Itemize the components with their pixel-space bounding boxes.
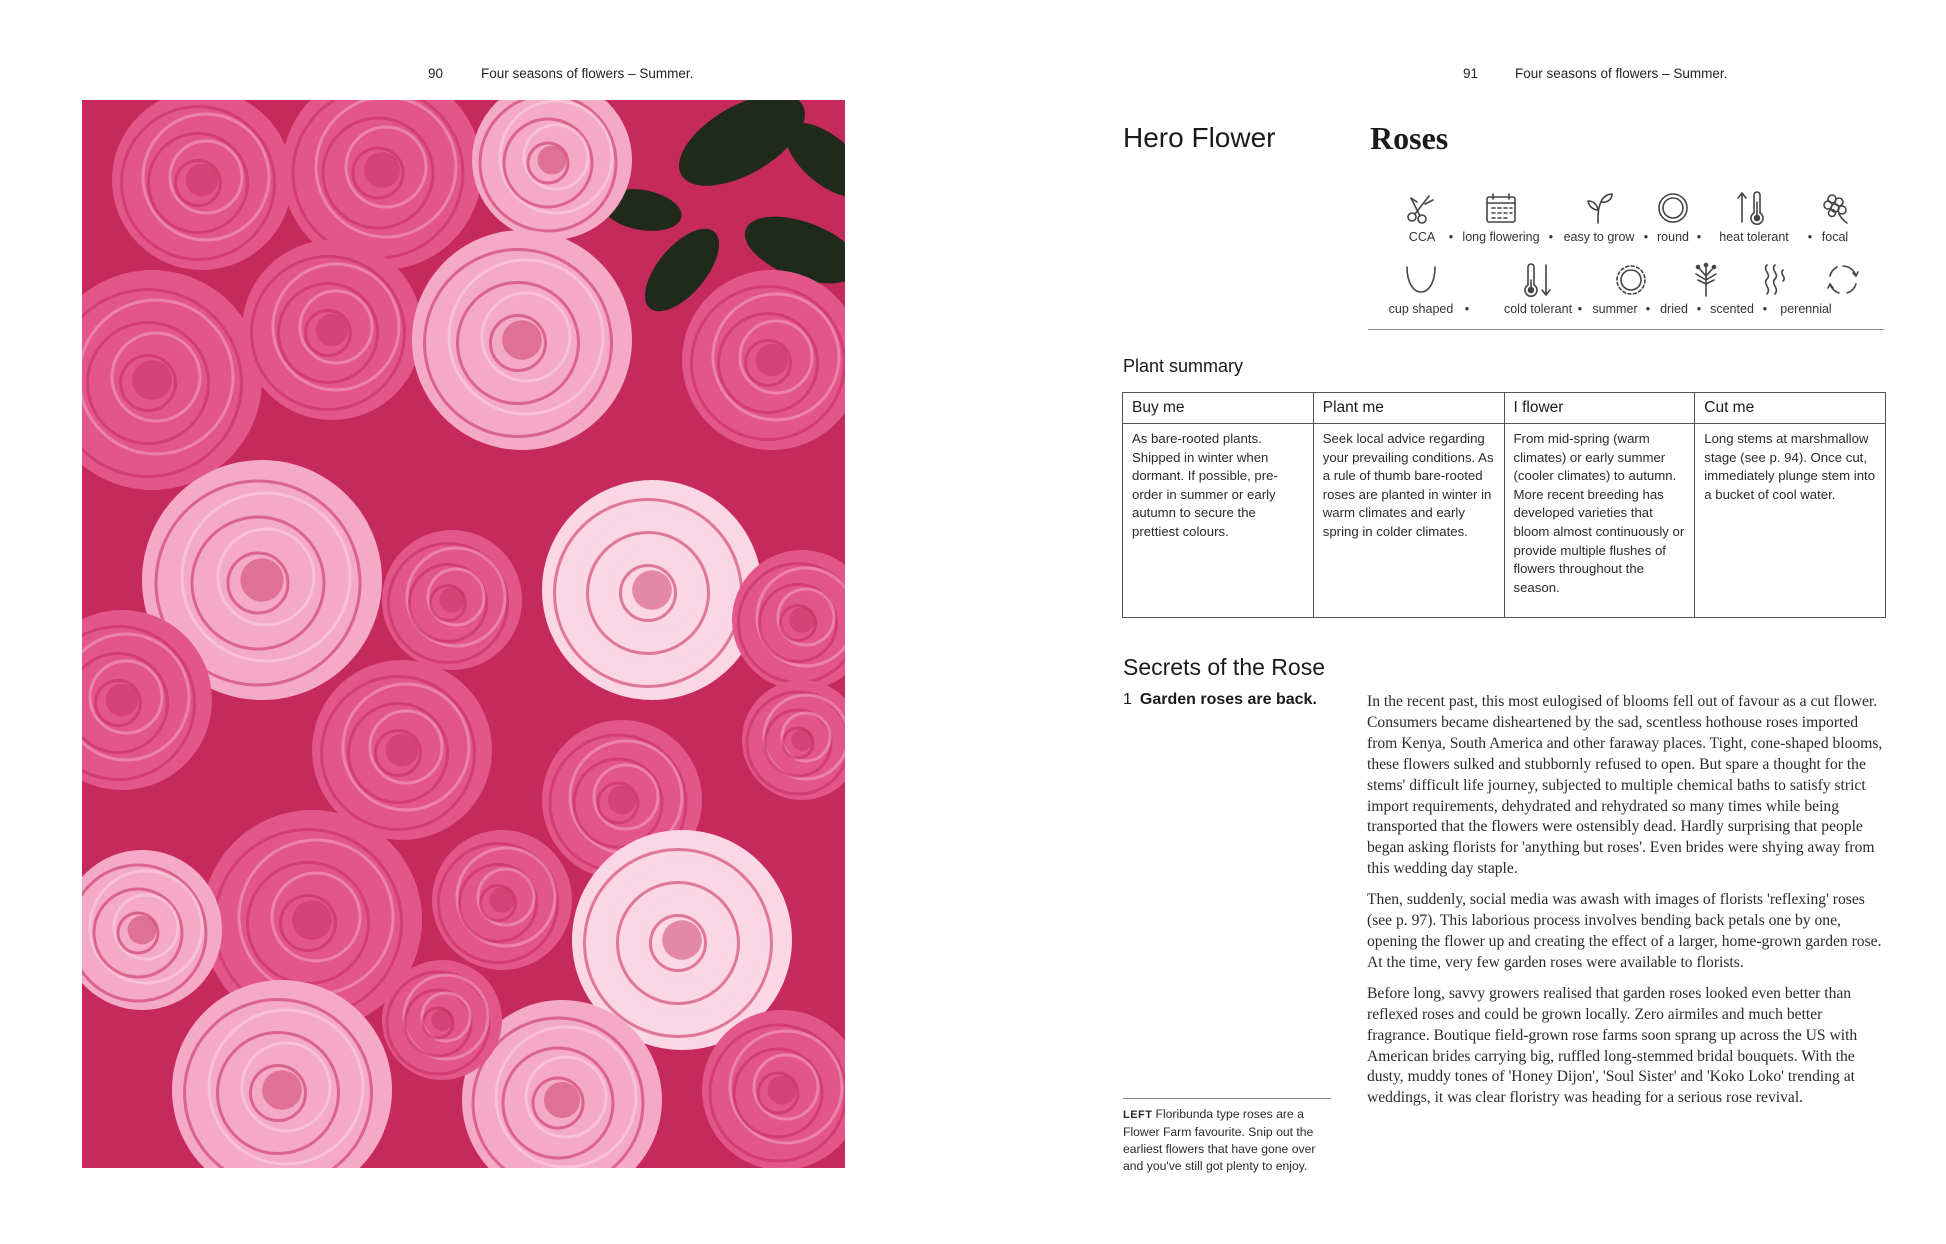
dried-flower-icon	[1688, 262, 1724, 298]
separator-dot: •	[1645, 302, 1651, 316]
cell-cut: Long stems at marshmallow stage (see p. 94). Once cut, immediately plunge stem into a bucket of cool water.	[1695, 424, 1886, 618]
right-chapter-title: Four seasons of flowers – Summer.	[1515, 66, 1728, 81]
rose-photo-illustration	[82, 100, 845, 1168]
caption-lead: LEFT	[1123, 1109, 1153, 1121]
attribute-label: long flowering	[1462, 230, 1540, 244]
separator-dot: •	[1464, 302, 1470, 316]
photo-caption	[1123, 1106, 1333, 1175]
separator-dot: •	[1643, 230, 1649, 244]
scent-waves-icon	[1755, 262, 1791, 298]
cell-buy: As bare-rooted plants. Shipped in winter when dormant. If possible, pre-order in summer or early autumn to secure the prettiest colours.	[1123, 424, 1314, 618]
attribute-label: scented	[1710, 302, 1754, 316]
plant-summary-table	[1122, 392, 1886, 618]
caption-text: Floribunda type roses are a Flower Farm favourite. Snip out the earliest flowers that have gone over and you've still got plenty to enjoy.	[1123, 1107, 1316, 1173]
cup-shape-icon	[1403, 262, 1439, 298]
attribute-row-1	[1370, 190, 1890, 248]
cell-plant: Seek local advice regarding your prevailing conditions. As a rule of thumb bare-rooted roses are planted in winter in warm climates and early spring in colder climates.	[1313, 424, 1504, 618]
secrets-heading: Secrets of the Rose	[1123, 654, 1325, 680]
col-header-buy: Buy me	[1123, 393, 1314, 424]
attribute-label: cold tolerant	[1503, 302, 1573, 316]
separator-dot: •	[1807, 230, 1813, 244]
attribute-labels-row-2	[1370, 302, 1890, 320]
col-header-flower: I flower	[1504, 393, 1695, 424]
attribute-label: perennial	[1780, 302, 1832, 316]
circle-icon	[1655, 190, 1691, 226]
attribute-label: summer	[1592, 302, 1638, 316]
pruning-shears-icon	[1403, 190, 1439, 226]
secret-point	[1123, 691, 1317, 709]
body-paragraph: Before long, savvy growers realised that garden roses looked even better than reflexed roses and could be grown locally. Zero airmiles and much better fragrance. Boutique field-grown rose farms soon sprang up across the US with American brides carrying big, ruffled long-stemmed bridal bouquets. With the dusty, muddy tones of 'Honey Dijon', 'Soul Sister' and 'Koko Loko' trending at weddings, it was clear floristry was heading for a serious rose revival.	[1367, 984, 1858, 1107]
separator-dot: •	[1696, 230, 1702, 244]
separator-dot: •	[1577, 302, 1583, 316]
attribute-labels-row-1	[1370, 230, 1890, 248]
caption-divider	[1123, 1098, 1331, 1099]
left-chapter-title: Four seasons of flowers – Summer.	[481, 66, 694, 81]
rose-photo	[82, 100, 845, 1168]
point-number: 1	[1123, 691, 1132, 708]
plant-summary-heading: Plant summary	[1123, 356, 1244, 376]
point-title: Garden roses are back.	[1139, 691, 1317, 708]
right-page-number: 91	[1463, 66, 1479, 81]
col-header-plant: Plant me	[1313, 393, 1504, 424]
attribute-label: dried	[1660, 302, 1688, 316]
calendar-icon	[1483, 190, 1519, 226]
secrets-body	[1367, 692, 1885, 1119]
attribute-label: cup shaped	[1388, 302, 1454, 316]
section-label: Hero Flower	[1123, 122, 1276, 153]
cycle-icon	[1825, 262, 1861, 298]
attribute-label: round	[1657, 230, 1689, 244]
sun-icon	[1613, 262, 1649, 298]
table-header-row	[1123, 393, 1886, 424]
separator-dot: •	[1548, 230, 1554, 244]
cell-flower: From mid-spring (warm climates) or early summer (cooler climates) to autumn. More recent breeding has developed varieties that bloom almost continuously or provide multiple flushes of flowers throughout the season.	[1504, 424, 1695, 618]
left-page-number: 90	[428, 66, 444, 81]
col-header-cut: Cut me	[1695, 393, 1886, 424]
separator-dot: •	[1762, 302, 1768, 316]
separator-dot: •	[1448, 230, 1454, 244]
attribute-label: easy to grow	[1563, 230, 1635, 244]
table-row	[1123, 424, 1886, 618]
attribute-label: CCA	[1408, 230, 1436, 244]
attribute-label: focal	[1821, 230, 1849, 244]
body-paragraph: In the recent past, this most eulogised of blooms fell out of favour as a cut flower. Consumers became disheartened by the sad, scentless hothouse roses imported from Kenya, South America and other faraway places. Tight, cone-shaped blooms, these flowers sulked and stubbornly refused to open. But spare a thought for the stems' difficult life journey, subjected to multiple chemical baths to satisfy strict import requirements, dehydrated and rehydrated so many times while being transported that the flowers were ostensibly dead. Hardly surprising that people began asking florists for 'anything but roses'. Even brides were shying away from this wedding day staple.	[1367, 693, 1883, 878]
attribute-label: heat tolerant	[1719, 230, 1789, 244]
body-paragraph: Then, suddenly, social media was awash with images of florists 'reflexing' roses (see p. 97). This laborious process involves bending back petals one by one, opening the flower up and creating the effect of a larger, home-grown garden rose. At the time, very few garden roses were available to florists.	[1367, 891, 1882, 971]
thermometer-down-icon	[1520, 262, 1556, 298]
seedling-icon	[1581, 190, 1617, 226]
flower-title: Roses	[1370, 120, 1449, 156]
attribute-row-2	[1370, 262, 1890, 320]
flower-head-icon	[1817, 190, 1853, 226]
separator-dot: •	[1696, 302, 1702, 316]
attribute-divider	[1368, 329, 1884, 330]
thermometer-up-icon	[1736, 190, 1772, 226]
right-running-header	[0, 66, 1946, 86]
